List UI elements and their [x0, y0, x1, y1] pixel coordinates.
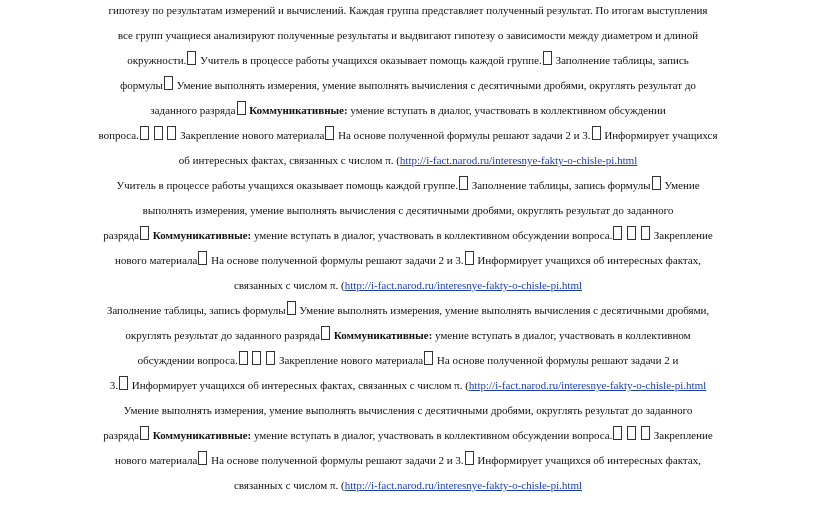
missing-glyph-icon — [592, 126, 601, 140]
missing-glyph-icon — [140, 426, 149, 440]
text-line: связанных с числом π. (http://i-fact.narod.ru/interesnye-fakty-o-chisle-pi.html — [233, 480, 583, 492]
missing-glyph-icon — [198, 451, 207, 465]
missing-glyph-icon — [459, 176, 468, 190]
text-line: 3. Информирует учащихся об интересных фактах, связанных с числом π. (http://i-fact.narod.ru/interesnye-fakty-o-chisle-pi.html — [0, 375, 816, 397]
text-line: округлять результат до заданного разряда Коммуникативные: умение вступать в диалог, участвовать в коллективном — [0, 325, 816, 347]
missing-glyph-icon — [287, 301, 296, 315]
missing-glyph-icon — [613, 426, 622, 440]
text-line: выполнять измерения, умение выполнять вычисления с десятичными дробями, округлять результат до заданного — [142, 205, 674, 217]
missing-glyph-icon — [627, 226, 636, 240]
pi-facts-link[interactable]: http://i-fact.narod.ru/interesnye-fakty-o-chisle-pi.html — [468, 380, 707, 392]
pi-facts-link[interactable]: http://i-fact.narod.ru/interesnye-fakty-o-chisle-pi.html — [344, 480, 583, 492]
missing-glyph-icon — [641, 426, 650, 440]
missing-glyph-icon — [321, 326, 330, 340]
text-line: заданного разряда Коммуникативные: умение вступать в диалог, участвовать в коллективном обсуждении — [0, 100, 816, 122]
text-line: вопроса. Закрепление нового материала На основе полученной формулы решают задачи 2 и 3. Информирует учащихся — [0, 125, 816, 147]
text-line: об интересных фактах, связанных с числом π. (http://i-fact.narod.ru/interesnye-fakty-o-chisle-pi.html — [178, 155, 638, 167]
text-line: гипотезу по результатам измерений и вычислений. Каждая группа представляет полученный результат. По итогам выступления — [108, 5, 708, 17]
missing-glyph-icon — [154, 126, 163, 140]
missing-glyph-icon — [167, 126, 176, 140]
text-line: разряда Коммуникативные: умение вступать в диалог, участвовать в коллективном обсуждении вопроса. Закрепление — [0, 425, 816, 447]
missing-glyph-icon — [198, 251, 207, 265]
text-line: связанных с числом π. (http://i-fact.narod.ru/interesnye-fakty-o-chisle-pi.html — [233, 280, 583, 292]
text-line: окружности. Учитель в процессе работы учащихся оказывает помощь каждой группе. Заполнение таблицы, запись — [0, 50, 816, 72]
text-line: формулы Умение выполнять измерения, умение выполнять вычисления с десятичными дробями, округлять результат до — [0, 75, 816, 97]
pi-facts-link[interactable]: http://i-fact.narod.ru/interesnye-fakty-o-chisle-pi.html — [399, 155, 638, 167]
text-line: все групп учащиеся анализируют полученные результаты и выдвигают гипотезу о зависимости между диаметром и длиной — [117, 30, 699, 42]
missing-glyph-icon — [252, 351, 261, 365]
pi-facts-link[interactable]: http://i-fact.narod.ru/interesnye-fakty-o-chisle-pi.html — [344, 280, 583, 292]
text-line: Учитель в процессе работы учащихся оказывает помощь каждой группе. Заполнение таблицы, запись формулы Умение — [0, 175, 816, 197]
missing-glyph-icon — [237, 101, 246, 115]
missing-glyph-icon — [239, 351, 248, 365]
missing-glyph-icon — [465, 251, 474, 265]
missing-glyph-icon — [652, 176, 661, 190]
missing-glyph-icon — [424, 351, 433, 365]
missing-glyph-icon — [164, 76, 173, 90]
missing-glyph-icon — [187, 51, 196, 65]
text-line: нового материала На основе полученной формулы решают задачи 2 и 3. Информирует учащихся об интересных фактах, — [0, 450, 816, 472]
missing-glyph-icon — [613, 226, 622, 240]
text-line: разряда Коммуникативные: умение вступать в диалог, участвовать в коллективном обсуждении вопроса. Закрепление — [0, 225, 816, 247]
missing-glyph-icon — [140, 226, 149, 240]
text-line: Умение выполнять измерения, умение выполнять вычисления с десятичными дробями, округлять результат до заданного — [123, 405, 693, 417]
missing-glyph-icon — [266, 351, 275, 365]
missing-glyph-icon — [543, 51, 552, 65]
missing-glyph-icon — [325, 126, 334, 140]
missing-glyph-icon — [140, 126, 149, 140]
text-line: обсуждении вопроса. Закрепление нового материала На основе полученной формулы решают задачи 2 и — [0, 350, 816, 372]
missing-glyph-icon — [119, 376, 128, 390]
missing-glyph-icon — [465, 451, 474, 465]
missing-glyph-icon — [627, 426, 636, 440]
text-line: нового материала На основе полученной формулы решают задачи 2 и 3. Информирует учащихся об интересных фактах, — [0, 250, 816, 272]
text-line: Заполнение таблицы, запись формулы Умение выполнять измерения, умение выполнять вычисления с десятичными дробями, — [0, 300, 816, 322]
missing-glyph-icon — [641, 226, 650, 240]
